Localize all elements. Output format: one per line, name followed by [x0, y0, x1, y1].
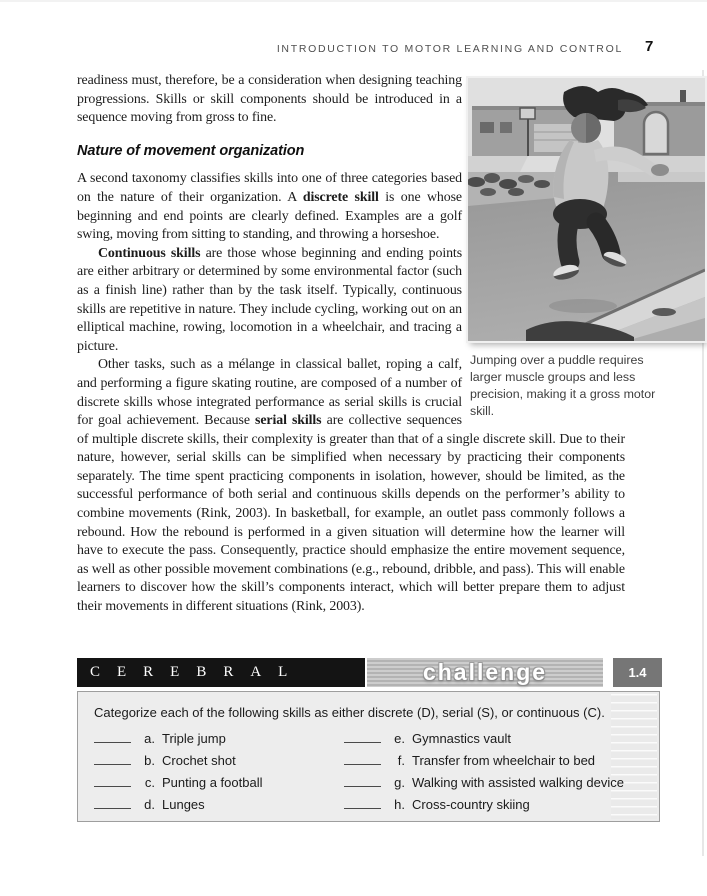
paragraph-readiness: readiness must, therefore, be a consideration when designing teaching progressions. Skills or skill components should be introduced in a sequence moving from gross to fine. — [77, 73, 462, 126]
item-letter: a. — [144, 731, 155, 746]
challenge-label: challenge — [367, 658, 603, 687]
bold-serial-skills: serial skills — [255, 413, 322, 429]
challenge-instruction: Categorize each of the following skills as either discrete (D), serial (S), or continuous (C). — [94, 705, 605, 720]
body-text — [77, 72, 625, 617]
bold-discrete-skill: discrete skill — [302, 189, 379, 205]
challenge-item-g — [344, 775, 643, 789]
challenge-item-f — [344, 753, 643, 767]
paragraph-continuous: Continuous skills are those whose beginning and ending points are either arbitrary or determined by some environmental factor (such as a finish line) rather than by the task itself. Typically, continuous skills are repetitive in nature. They include cycling, working out on an elliptical machine, rowing, locomotion in a wheelchair, and tracing a picture. — [77, 245, 463, 354]
page-number: 7 — [645, 38, 654, 55]
challenge-item-h — [344, 797, 643, 811]
item-text: Cross-country skiing — [412, 797, 530, 812]
running-head: INTRODUCTION TO MOTOR LEARNING AND CONTROL — [276, 43, 623, 55]
challenge-column-left — [94, 731, 344, 819]
challenge-number-badge: 1.4 — [613, 658, 662, 687]
item-text: Transfer from wheelchair to bed — [412, 753, 596, 768]
item-letter: e. — [394, 731, 405, 746]
challenge-item-a — [94, 731, 344, 745]
challenge-item-b — [94, 753, 344, 767]
challenge-item-c — [94, 775, 344, 789]
item-text: Lunges — [162, 797, 205, 812]
scan-edge-top — [0, 0, 707, 2]
answer-blank-f — [344, 754, 381, 765]
item-letter: f. — [397, 753, 405, 768]
challenge-item-columns — [94, 731, 643, 819]
answer-blank-d — [94, 798, 131, 809]
answer-blank-b — [94, 754, 131, 765]
answer-blank-e — [344, 732, 381, 743]
item-letter: c. — [144, 775, 155, 790]
item-letter: d. — [144, 797, 155, 812]
answer-blank-a — [94, 732, 131, 743]
section-heading: Nature of movement organization — [77, 142, 305, 159]
item-text: Gymnastics vault — [412, 731, 511, 746]
paragraph-discrete: A second taxonomy classifies skills into one of three categories based on the nature of their organization. A discrete skill is one whose beginning and end points are clearly defined. Examples are a golf swing, moving from sitting to standing, and throwing a horseshoe. — [77, 171, 462, 243]
item-letter: b. — [144, 753, 155, 768]
photo-puddle-small — [652, 308, 676, 316]
challenge-column-right — [344, 731, 643, 819]
cerebral-challenge-banner — [77, 658, 662, 687]
challenge-box — [77, 691, 660, 822]
item-letter: g. — [394, 775, 405, 790]
item-letter: h. — [394, 797, 405, 812]
answer-blank-g — [344, 776, 381, 787]
item-text: Walking with assisted walking device — [412, 775, 624, 790]
challenge-item-d — [94, 797, 344, 811]
paragraph-serial: Other tasks, such as a mélange in classical ballet, roping a calf, and performing a figure skating routine, are composed of a number of discrete skills whose integrated performance as serial skills is crucial for goal achievement. Because serial skills are collective sequences of multiple discrete skills, their complexity is greater than that of a single discrete skill. Due to their nature, however, serial skills can be simplified when necessary by practicing their components separately. The time spent practicing components in isolation, however, should be limited, as the successful performance of both serial and continuous skills depends on the performer’s ability to combine movements (Rink, 2003). In basketball, for example, an outlet pass commonly follows a rebound. How the rebound is performed in a given situation will determine how the learner will have to execute the pass. Consequently, practice should emphasize the entire movement sequence, as well as other possible movement combinations (e.g., rebound, dribble, and pass). This will enable learners to discover how the skill’s components interact, which will better prepare them to adjust their movements in different situations (Rink, 2003). — [77, 357, 625, 615]
challenge-item-e — [344, 731, 643, 745]
cerebral-label: CEREBRAL — [77, 658, 365, 687]
answer-blank-h — [344, 798, 381, 809]
photo-text-wrap-spacer — [462, 72, 625, 424]
item-text: Crochet shot — [162, 753, 236, 768]
answer-blank-c — [94, 776, 131, 787]
figure-caption: Jumping over a puddle requires larger muscle groups and less precision, making it a gross motor skill. — [470, 353, 656, 418]
bold-continuous-skills: Continuous skills — [98, 245, 201, 261]
item-text: Punting a football — [162, 775, 263, 790]
item-text: Triple jump — [162, 731, 226, 746]
